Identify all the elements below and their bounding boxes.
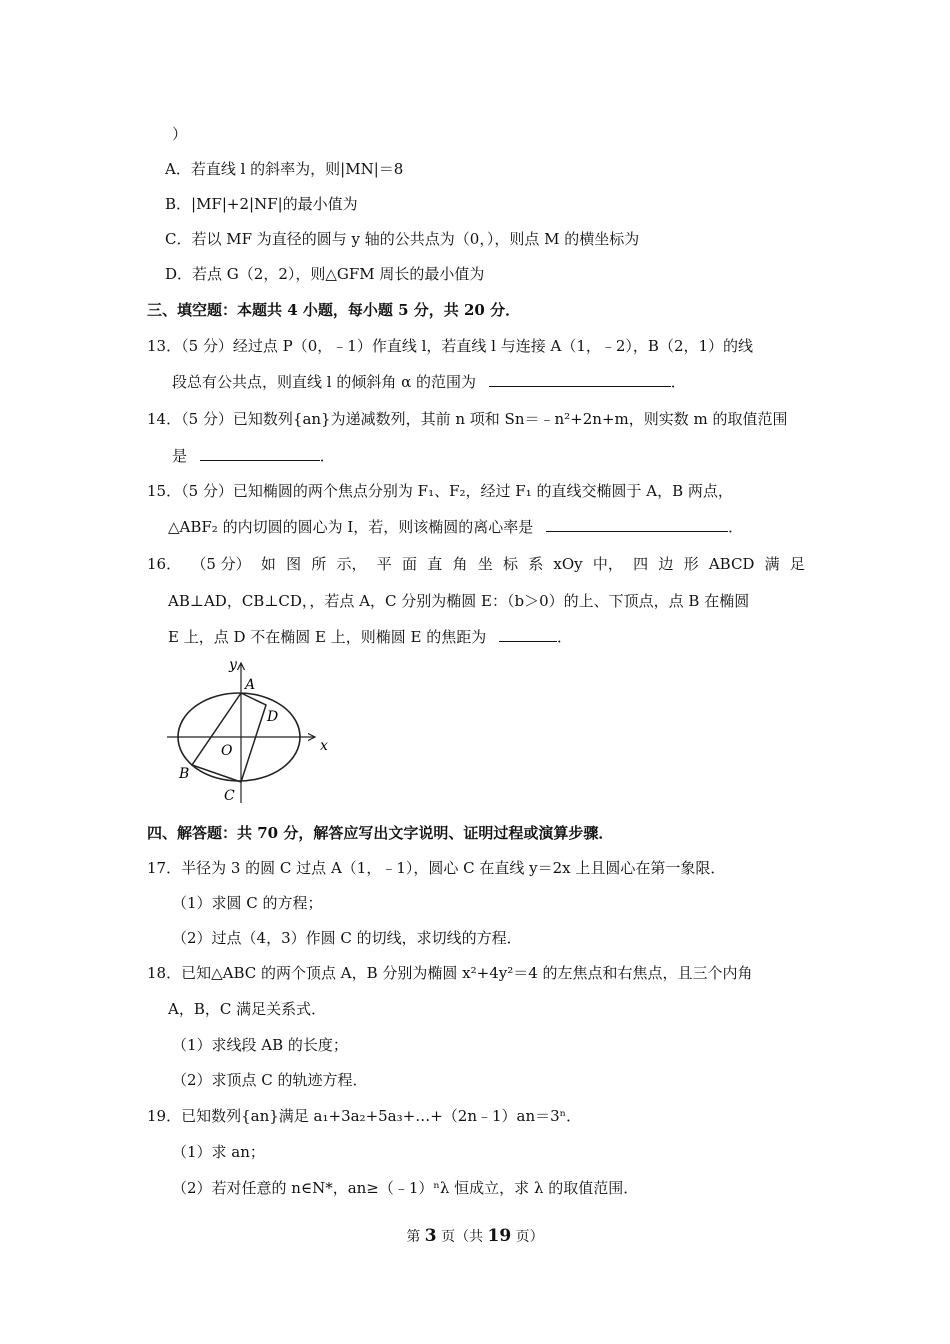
q16-word: 面	[402, 555, 418, 573]
q14-line2: 是 ．	[172, 447, 335, 465]
section-3-heading: 三、填空题：本题共 4 小题，每小题 5 分，共 20 分．	[147, 301, 521, 319]
q13-answer-blank	[489, 372, 671, 387]
q16-word: 四	[633, 555, 649, 573]
q16-word: ABCD	[708, 555, 755, 573]
q17-part1: （1）求圆 C 的方程；	[172, 894, 323, 912]
q16-word: 系	[528, 555, 544, 573]
total-page-count: 19	[487, 1226, 512, 1246]
q15-line2: △ABF₂ 的内切圆的圆心为 I，若，则该椭圆的离心率是 ．	[168, 518, 744, 536]
q16-word: 示，	[336, 555, 367, 573]
x-axis-label: x	[320, 738, 328, 754]
q16-word: 标	[502, 555, 518, 573]
q18-stem-line1: 18．已知△ABC 的两个顶点 A，B 分别为椭圆 x²+4y²＝4 的左焦点和右焦点，且三个内角	[147, 964, 753, 982]
q18-part2: （2）求顶点 C 的轨迹方程．	[172, 1071, 368, 1089]
option-b: B．|MF|+2|NF|的最小值为	[165, 195, 358, 213]
q16-line2: AB⊥AD，CB⊥CD，，若点 A，C 分别为椭圆 E：（b＞0）的上、下顶点，点 B 在椭圆	[168, 592, 750, 610]
q16-word: 边	[658, 555, 674, 573]
q19-part2: （2）若对任意的 n∈N*，an≥（﹣1）ⁿλ 恒成立，求 λ 的取值范围．	[172, 1179, 639, 1197]
footer-prefix: 第	[406, 1229, 425, 1245]
point-b-label: B	[179, 766, 190, 782]
q15-line1: 15．（5 分）已知椭圆的两个焦点分别为 F₁、F₂，经过 F₁ 的直线交椭圆于 A，B 两点，	[147, 482, 733, 500]
section-4-heading: 四、解答题：共 70 分，解答应写出文字说明、证明过程或演算步骤．	[147, 824, 614, 842]
q13-line2: 段总有公共点，则直线 l 的倾斜角 α 的范围为 ．	[172, 373, 686, 391]
q15-text: △ABF₂ 的内切圆的圆心为 I，若，则该椭圆的离心率是	[168, 518, 534, 536]
q14-line1: 14．（5 分）已知数列{an}为递减数列，其前 n 项和 Sn＝﹣n²+2n+m，则实数 m 的取值范围	[147, 410, 788, 428]
ellipse-figure	[165, 655, 335, 805]
q16-word: （5 分）	[191, 555, 251, 573]
footer-suffix: 页）	[511, 1229, 544, 1245]
q16-word: 如	[260, 555, 276, 573]
q16-line3: E 上，点 D 不在椭圆 E 上，则椭圆 E 的焦距为 ．	[168, 628, 573, 646]
q16-word: 满	[764, 555, 780, 573]
q16-answer-blank	[499, 627, 557, 642]
q16-word: 角	[452, 555, 468, 573]
q16-line1	[147, 554, 805, 574]
q13-line1: 13．（5 分）经过点 P（0，﹣1）作直线 l，若直线 l 与连接 A（1，﹣2），B（2，1）的线	[147, 337, 754, 355]
q13-text: 段总有公共点，则直线 l 的倾斜角 α 的范围为	[172, 373, 477, 391]
q16-word: 直	[427, 555, 443, 573]
q16-word: 平	[376, 555, 392, 573]
footer-middle: 页（共	[436, 1229, 488, 1245]
q16-word: 图	[286, 555, 302, 573]
q16-text: E 上，点 D 不在椭圆 E 上，则椭圆 E 的焦距为	[168, 628, 487, 646]
q16-word: 中，	[592, 555, 623, 573]
point-d-label: D	[267, 709, 279, 725]
q17-part2: （2）过点（4，3）作圆 C 的切线，求切线的方程．	[172, 929, 522, 947]
option-c: C．若以 MF 为直径的圆与 y 轴的公共点为（0，），则点 M 的横坐标为	[165, 230, 640, 248]
q16-word: 形	[683, 555, 699, 573]
page-footer	[0, 1226, 950, 1246]
q16-word: 坐	[477, 555, 493, 573]
q18-stem-line2: A，B，C 满足关系式．	[168, 1000, 327, 1018]
origin-label: O	[221, 743, 233, 759]
continuation-paren: ）	[172, 125, 188, 143]
point-a-label: A	[245, 677, 256, 693]
point-c-label: C	[224, 788, 235, 804]
q19-part1: （1）求 an；	[172, 1143, 265, 1161]
q18-part1: （1）求线段 AB 的长度；	[172, 1036, 348, 1054]
y-axis-label: y	[229, 657, 237, 673]
q14-text: 是	[172, 447, 188, 465]
option-a: A．若直线 l 的斜率为，则|MN|＝8	[165, 160, 404, 178]
q16-word: 足	[789, 555, 805, 573]
q19-stem: 19．已知数列{an}满足 a₁+3a₂+5a₃+…+（2n﹣1）an＝3ⁿ．	[147, 1107, 582, 1125]
q16-word: 所	[311, 555, 327, 573]
q14-answer-blank	[200, 446, 320, 461]
option-d: D．若点 G（2，2），则△GFM 周长的最小值为	[165, 265, 485, 283]
q16-word: 16．	[147, 555, 182, 573]
q16-word: xOy	[553, 555, 583, 573]
q17-stem: 17．半径为 3 的圆 C 过点 A（1，﹣1），圆心 C 在直线 y＝2x 上且圆心在第一象限．	[147, 859, 726, 877]
q15-answer-blank	[546, 517, 728, 532]
current-page-number: 3	[424, 1226, 437, 1246]
